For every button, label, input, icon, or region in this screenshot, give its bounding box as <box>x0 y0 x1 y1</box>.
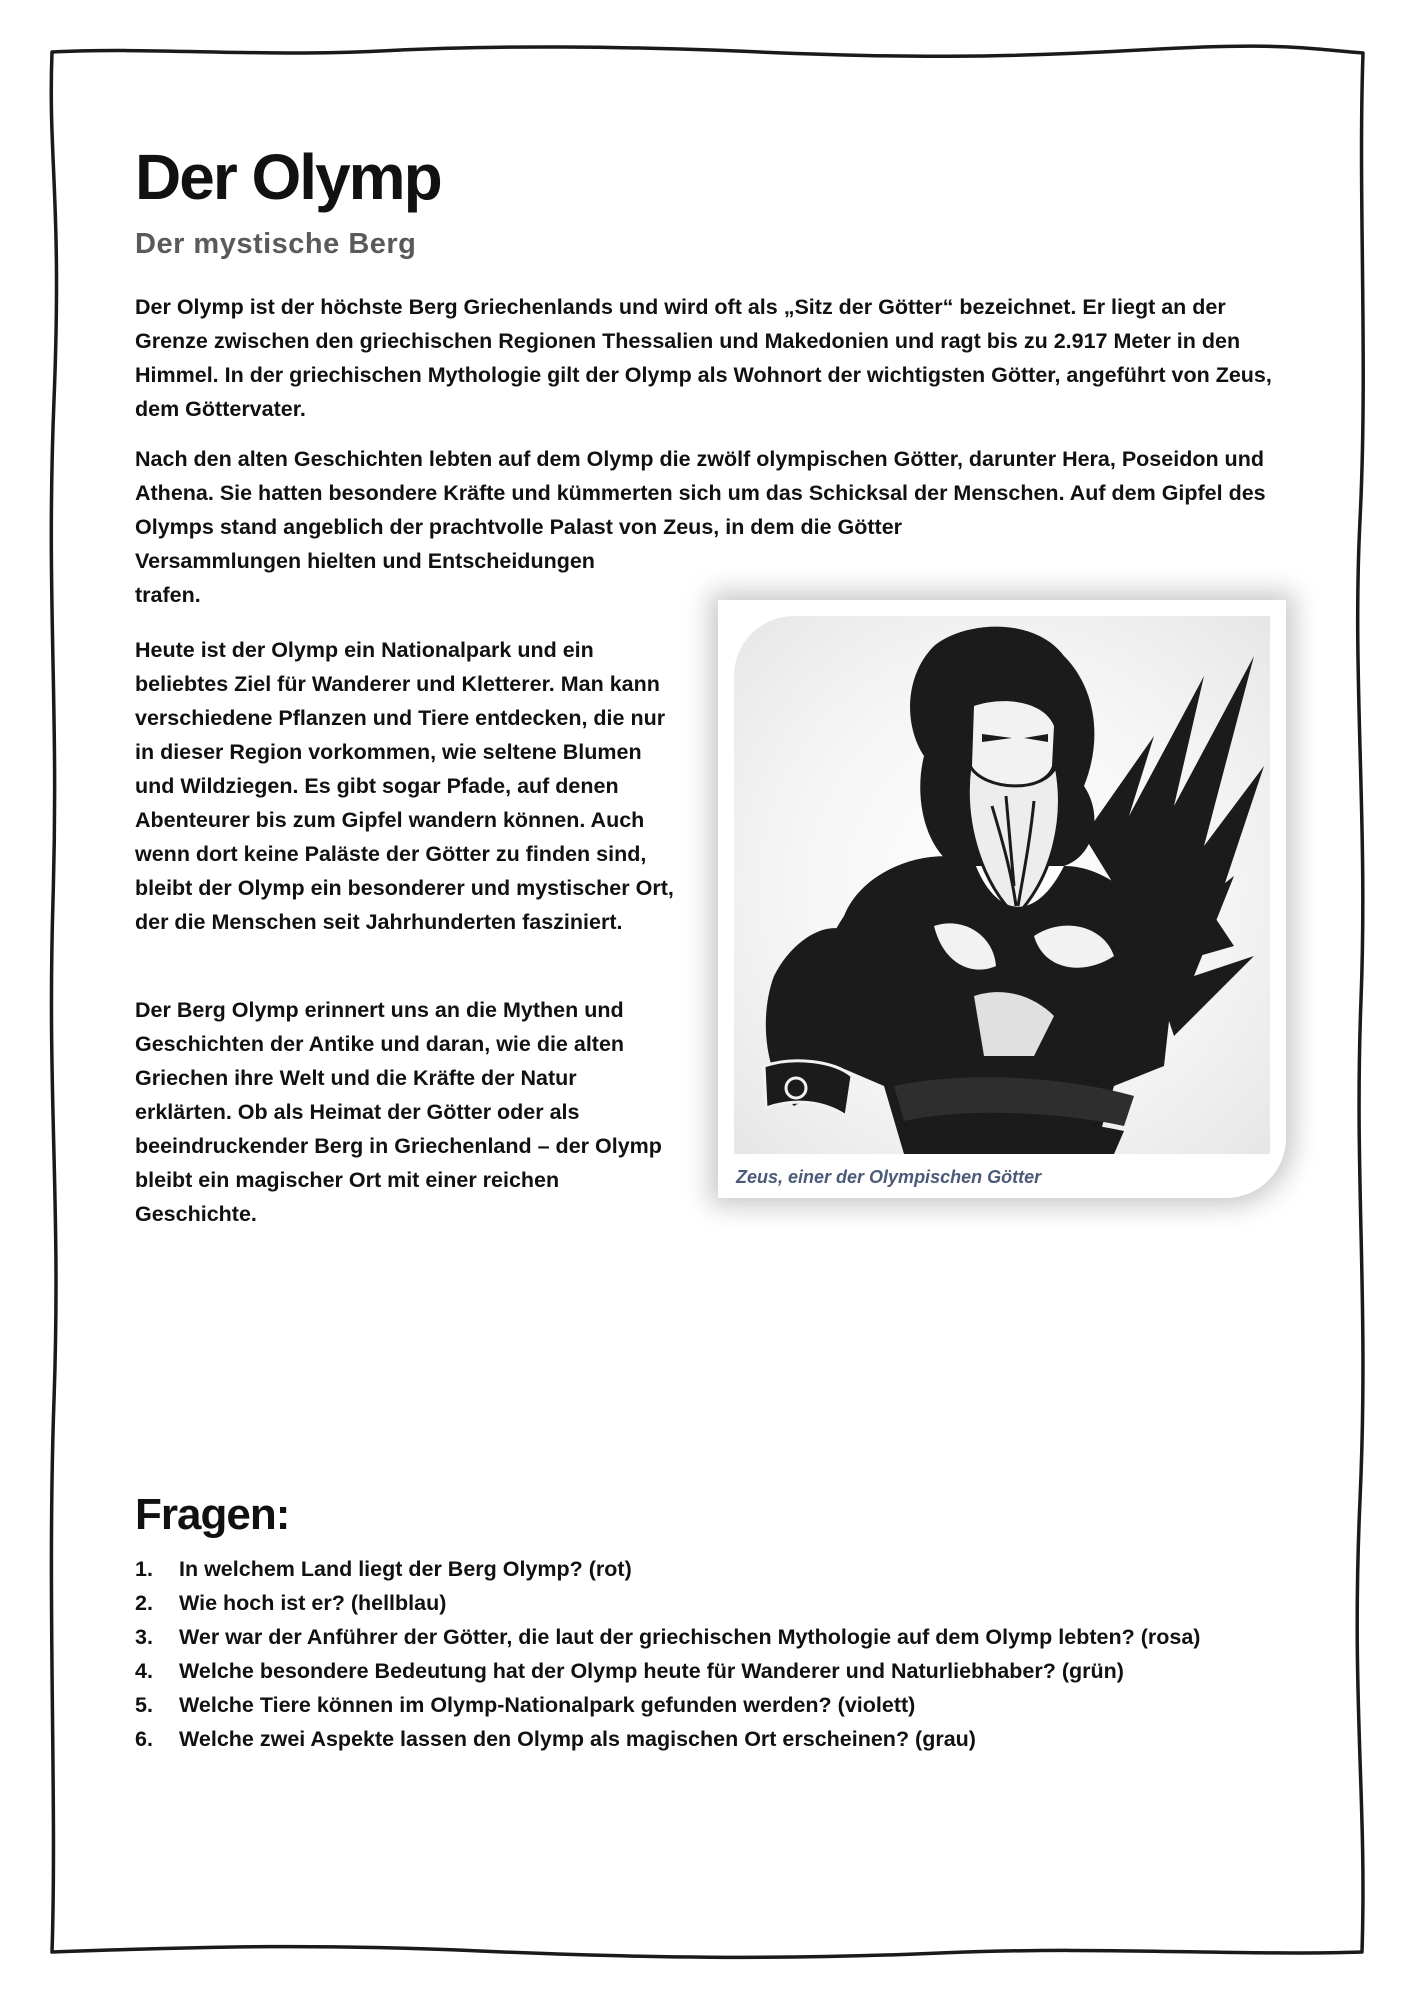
page-subtitle: Der mystische Berg <box>135 228 417 260</box>
paragraph-intro: Der Olymp ist der höchste Berg Griechenlands und wird oft als „Sitz der Götter“ bezeichnet. Er liegt an der Grenze zwischen den griechischen Regionen Thessalien und Makedonien und ragt bis zu 2.917 Meter in den Himmel. In der griechischen Mythologie gilt der Olymp als Wohnort der wichtigsten Götter, angeführt von Zeus, dem Göttervater. <box>135 295 1272 421</box>
question-item: 3. Wer war der Anführer der Götter, die laut der griechischen Mythologie auf dem Olymp lebten? (rosa) <box>135 1625 1201 1649</box>
question-item: 5. Welche Tiere können im Olymp-Nationalpark gefunden werden? (violett) <box>135 1693 916 1717</box>
paragraph-mythology <box>135 442 1295 612</box>
questions-heading: Fragen: <box>135 1490 290 1539</box>
figure-image-area <box>734 616 1270 1154</box>
page-title: Der Olymp <box>135 141 441 213</box>
question-item: 1. In welchem Land liegt der Berg Olymp? (rot) <box>135 1557 632 1581</box>
paragraph-mythology-end: Versammlungen hielten und Entscheidungen trafen. <box>135 549 595 607</box>
question-item: 2. Wie hoch ist er? (hellblau) <box>135 1591 447 1615</box>
question-item: 6. Welche zwei Aspekte lassen den Olymp als magischen Ort erscheinen? (grau) <box>135 1727 976 1751</box>
question-item: 4. Welche besondere Bedeutung hat der Olymp heute für Wanderer und Naturliebhaber? (grün) <box>135 1659 1124 1683</box>
zeus-figure <box>718 600 1286 1198</box>
questions-list <box>135 1552 1295 1756</box>
paragraph-conclusion: Der Berg Olymp erinnert uns an die Mythen und Geschichten der Antike und daran, wie die alten Griechen ihre Welt und die Kräfte der Natur erklärten. Ob als Heimat der Götter oder als beeindruckender Berg in Griechenland – der Olymp bleibt ein magischer Ort mit einer reichen Geschichte. <box>135 998 662 1226</box>
zeus-illustration-icon <box>734 616 1270 1154</box>
paragraph-mythology-main: Nach den alten Geschichten lebten auf dem Olymp die zwölf olympischen Götter, darunter Hera, Poseidon und Athena. Sie hatten besondere Kräfte und kümmerten sich um das Schicksal der Menschen. Auf dem Gipfel des Olymps stand angeblich der prachtvolle Palast von Zeus, in dem die Götter <box>135 447 1266 539</box>
figure-caption: Zeus, einer der Olympischen Götter <box>736 1167 1042 1187</box>
paragraph-nationalpark: Heute ist der Olymp ein Nationalpark und ein beliebtes Ziel für Wanderer und Kletterer. Man kann verschiedene Pflanzen und Tiere entdecken, die nur in dieser Region vorkommen, wie seltene Blumen und Wildziegen. Es gibt sogar Pfade, auf denen Abenteurer bis zum Gipfel wandern können. Auch wenn dort keine Paläste der Götter zu finden sind, bleibt der Olymp ein besonderer und mystischer Ort, der die Menschen seit Jahrhunderten fasziniert. <box>135 638 674 934</box>
